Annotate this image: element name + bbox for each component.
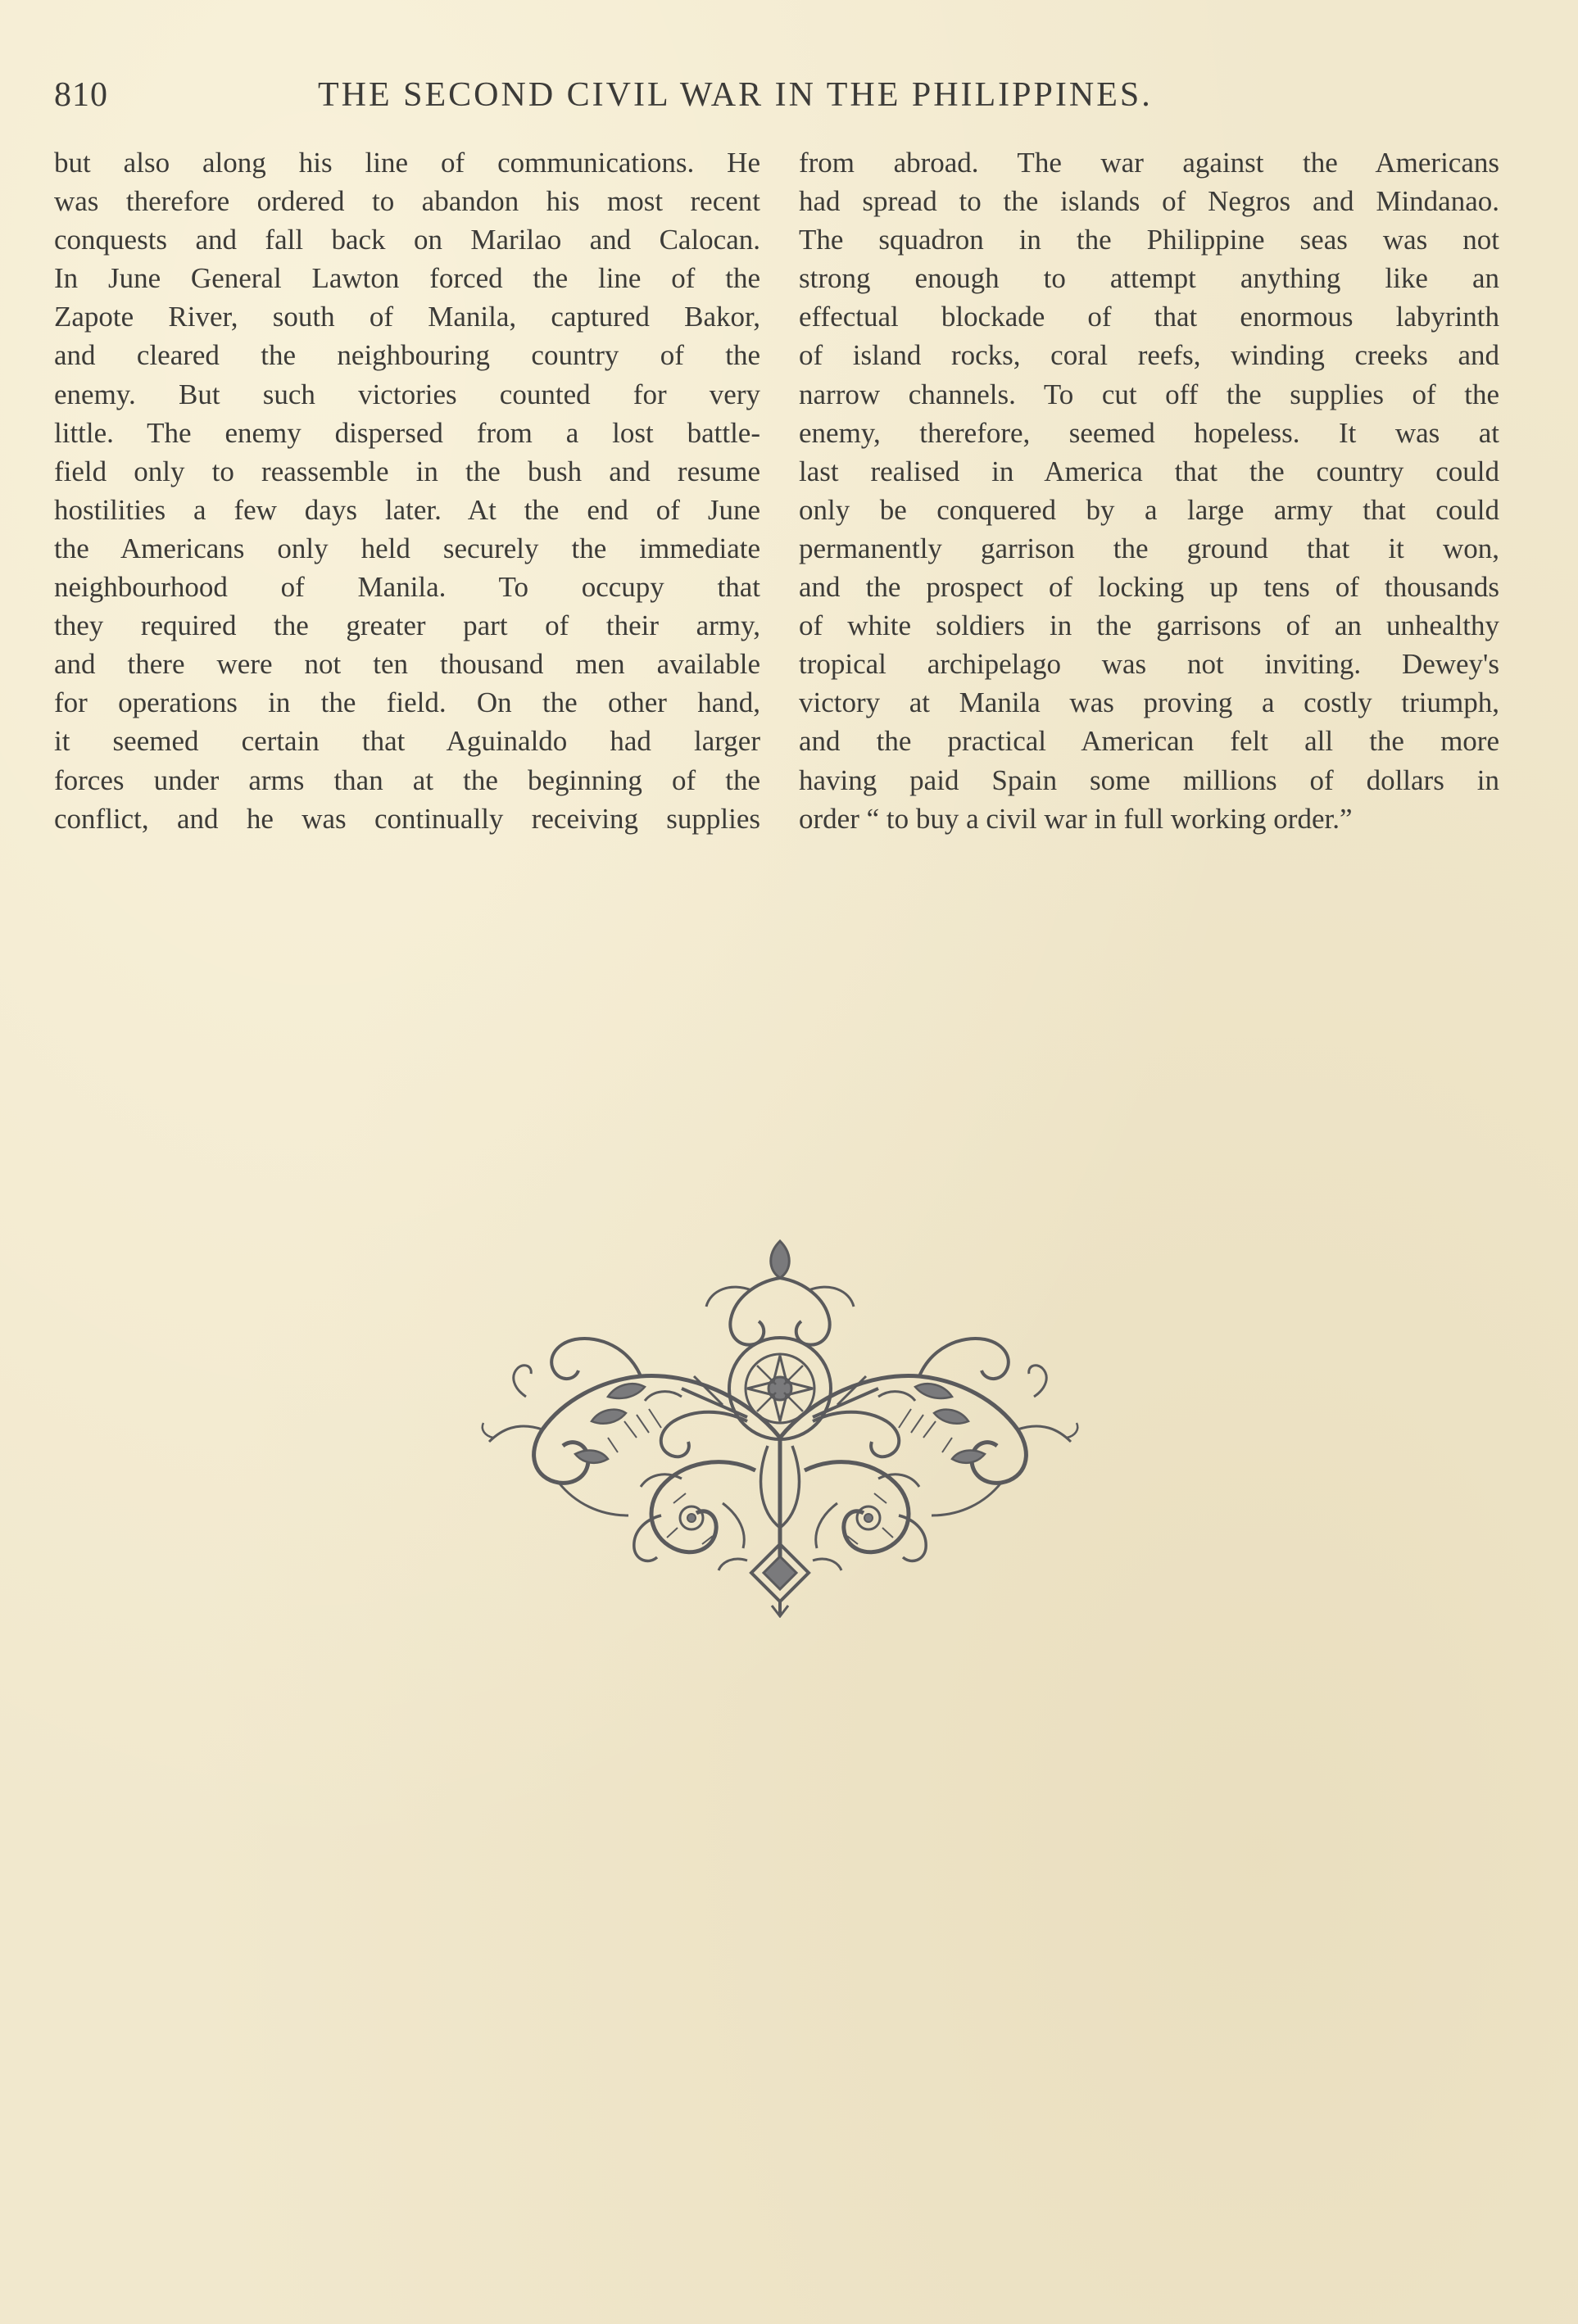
text-line: last realised in America that the country could (799, 455, 1499, 487)
text-column-right (799, 143, 1499, 838)
text-line: victory at Manila was proving a costly triumph, (799, 686, 1499, 719)
text-line: The squadron in the Philippine seas was not (799, 224, 1499, 256)
text-line: permanently garrison the ground that it won, (799, 532, 1499, 564)
text-line: having paid Spain some millions of dollars in (799, 763, 1499, 796)
text-line: of white soldiers in the garrisons of an unhealthy (799, 609, 1499, 642)
text-line: it seemed certain that Aguinaldo had larger (54, 725, 760, 758)
text-line: and the prospect of locking up tens of thousands (799, 571, 1499, 604)
text-line: Zapote River, south of Manila, captured Bakor, (54, 301, 760, 333)
running-head (54, 75, 1267, 121)
text-line: narrow channels. To cut off the supplies of the (799, 378, 1499, 410)
text-column-left (54, 143, 760, 838)
text-line: forces under arms than at the beginning of the (54, 763, 760, 796)
text-line: conquests and fall back on Marilao and Calocan. (54, 224, 760, 256)
text-line: conflict, and he was continually receiving supplies (54, 802, 760, 835)
text-line: and the practical American felt all the more (799, 725, 1499, 758)
floral-tailpiece-ornament-icon (477, 1233, 1083, 1618)
text-line: In June General Lawton forced the line of the (54, 262, 760, 295)
text-line: and there were not ten thousand men available (54, 648, 760, 681)
text-line: enemy, therefore, seemed hopeless. It was at (799, 416, 1499, 449)
text-line: the Americans only held securely the immediate (54, 532, 760, 564)
text-line: field only to reassemble in the bush and resume (54, 455, 760, 487)
text-line: enemy. But such victories counted for very (54, 378, 760, 410)
text-line: was therefore ordered to abandon his most recent (54, 185, 760, 218)
text-line: effectual blockade of that enormous labyrinth (799, 301, 1499, 333)
text-line: order “ to buy a civil war in full working order.” (799, 802, 1353, 835)
text-line: strong enough to attempt anything like an (799, 262, 1499, 295)
text-line: and cleared the neighbouring country of the (54, 339, 760, 372)
page-number: 810 (54, 76, 108, 114)
text-line: neighbourhood of Manila. To occupy that (54, 571, 760, 604)
text-line: but also along his line of communications. He (54, 147, 760, 179)
text-line: had spread to the islands of Negros and Mindanao. (799, 185, 1499, 218)
text-line: little. The enemy dispersed from a lost battle- (54, 416, 760, 449)
text-line: tropical archipelago was not inviting. Dewey's (799, 648, 1499, 681)
text-line: from abroad. The war against the Americans (799, 147, 1499, 179)
text-line: they required the greater part of their army, (54, 609, 760, 642)
running-title: THE SECOND CIVIL WAR IN THE PHILIPPINES. (318, 76, 1153, 114)
text-line: hostilities a few days later. At the end of June (54, 493, 760, 526)
text-line: of island rocks, coral reefs, winding creeks and (799, 339, 1499, 372)
text-line: for operations in the field. On the other hand, (54, 686, 760, 719)
text-line: only be conquered by a large army that could (799, 493, 1499, 526)
